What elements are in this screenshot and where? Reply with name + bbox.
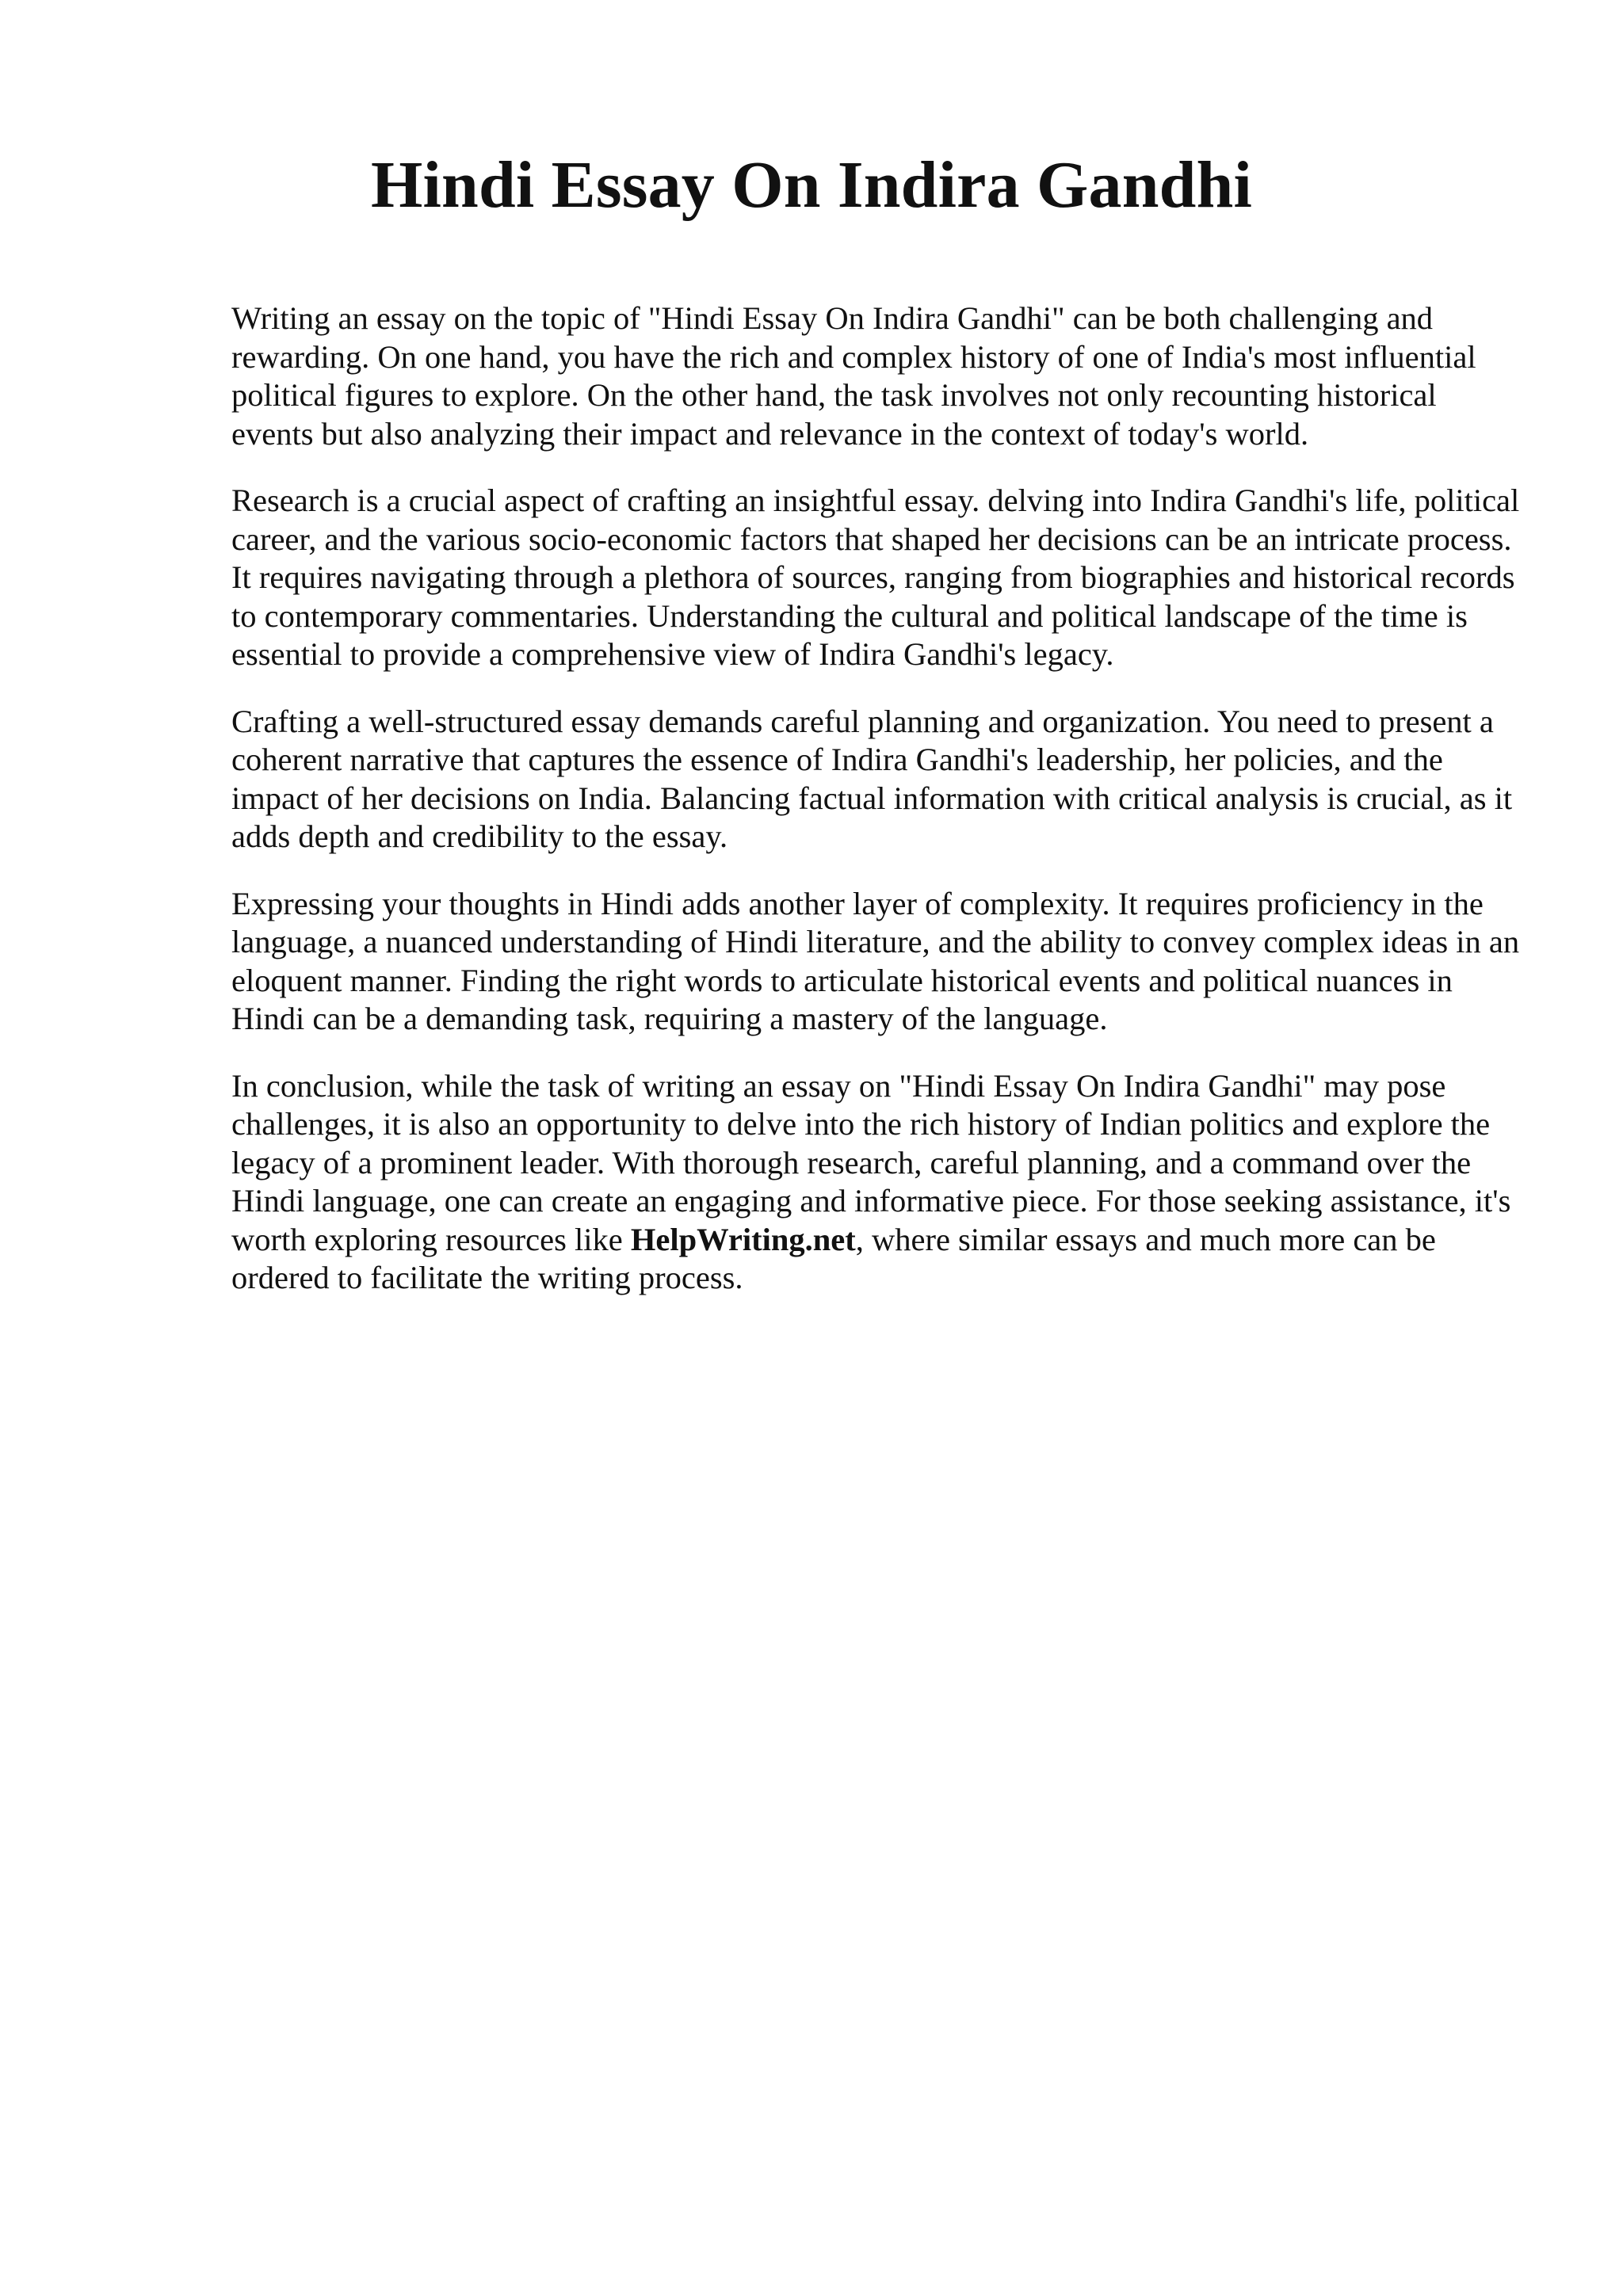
paragraph-research: Research is a crucial aspect of crafting an insightful essay. delving into Indira Gandhi's life, political career, and the various socio-economic factors that shaped her decisions can be an intricate process. It requires navigating through a plethora of sources, ranging from biographies and historical records to contemporary commentaries. Understanding the cultural and political landscape of the time is essential to provide a comprehensive view of Indira Gandhi's legacy. [231, 482, 1520, 672]
paragraph-structure: Crafting a well-structured essay demands careful planning and organization. You need to present a coherent narrative that captures the essence of Indira Gandhi's leadership, her policies, and the impact of her decisions on India. Balancing factual information with critical analysis is crucial, as it adds depth and credibility to the essay. [231, 703, 1513, 854]
conclusion-text-after-link: , where similar essays and much more can be ordered to facilitate the writing process. [231, 1221, 1436, 1295]
document-title: Hindi Essay On Indira Gandhi [370, 148, 1253, 222]
paragraph-language: Expressing your thoughts in Hindi adds another layer of complexity. It requires proficiency in the language, a nuanced understanding of Hindi literature, and the ability to convey complex ideas in an eloquent manner. Finding the right words to articulate historical events and political nuances in Hindi can be a demanding task, requiring a mastery of the language. [231, 885, 1520, 1036]
helpwriting-link[interactable]: HelpWriting.net [630, 1221, 856, 1257]
conclusion-text-before-link: In conclusion, while the task of writing an essay on "Hindi Essay On Indira Gandhi" may pose challenges, it is also an opportunity to delve into the rich history of Indian politics and explore the legacy of a prominent leader. With thorough research, careful planning, and a command over the Hindi language, one can create an engaging and informative piece. For those seeking assistance, it's worth exploring resources like [231, 1067, 1511, 1257]
paragraph-conclusion [231, 1067, 1522, 1298]
document-body [231, 299, 1522, 1298]
paragraph-introduction: Writing an essay on the topic of "Hindi Essay On Indira Gandhi" can be both challenging and rewarding. On one hand, you have the rich and complex history of one of India's most influential political figures to explore. On the other hand, the task involves not only recounting historical events but also analyzing their impact and relevance in the context of today's world. [231, 300, 1476, 452]
